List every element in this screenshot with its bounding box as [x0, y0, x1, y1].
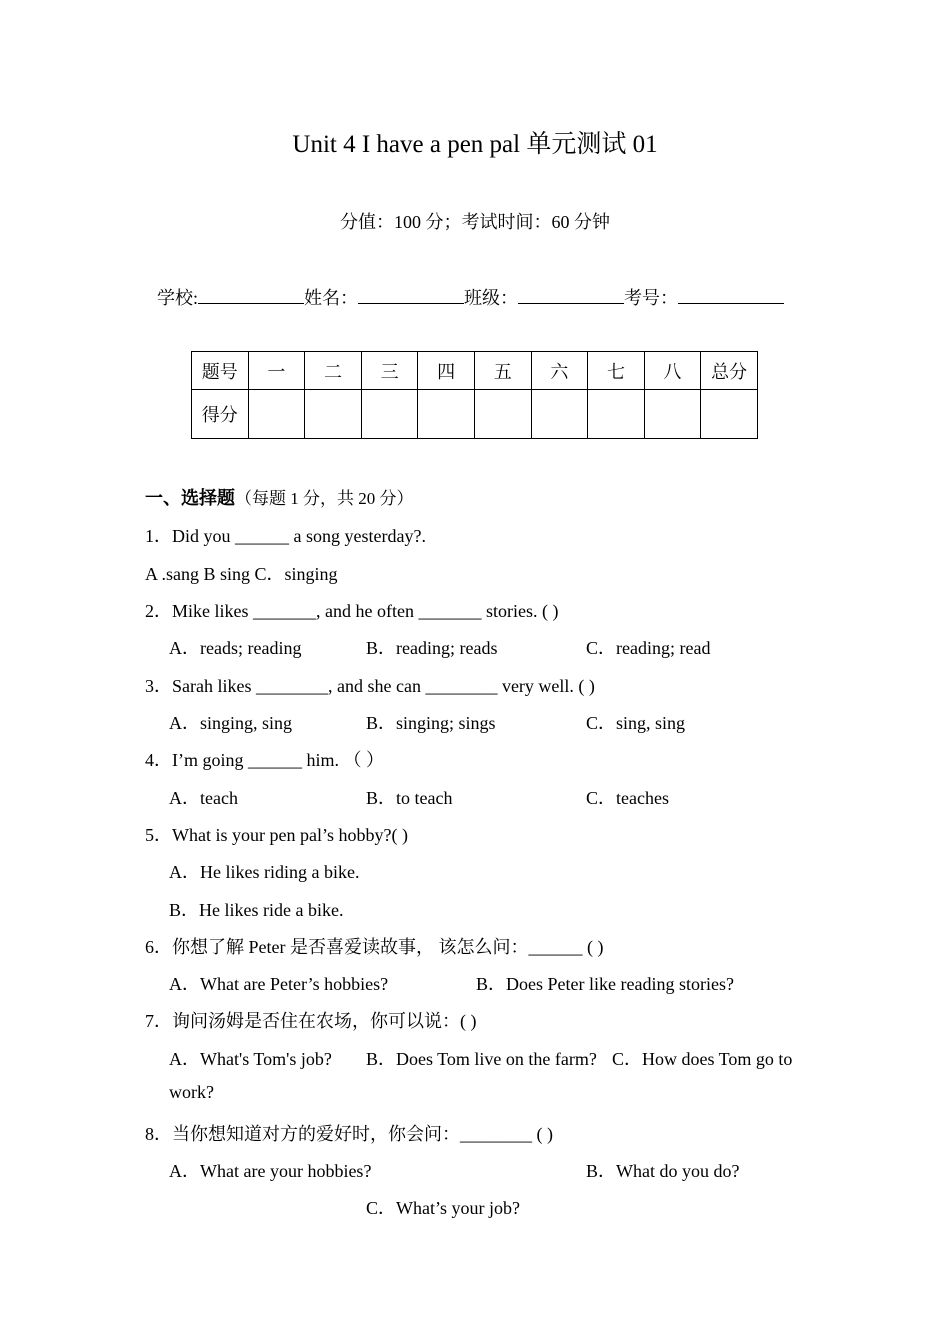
- section-title: 一、选择题: [145, 488, 235, 508]
- score-table-score-row: [192, 390, 758, 439]
- score-table-cell: 七: [588, 352, 645, 390]
- score-entry-cell[interactable]: [305, 390, 362, 439]
- school-blank[interactable]: [198, 287, 304, 304]
- section-note: （每题 1 分，共 20 分）: [235, 489, 414, 508]
- question-stem: 2．Mike likes _______, and he often _______ stories. ( ): [145, 601, 559, 621]
- class-blank[interactable]: [518, 287, 624, 304]
- option-a[interactable]: A．reads; reading: [169, 638, 302, 658]
- option-b[interactable]: B．singing; sings: [366, 713, 496, 733]
- score-entry-cell[interactable]: [248, 390, 305, 439]
- score-table-cell: 六: [531, 352, 588, 390]
- option-a[interactable]: A．What are your hobbies?: [169, 1161, 372, 1181]
- score-table-cell: 总分: [701, 352, 758, 390]
- option-b[interactable]: B．reading; reads: [366, 638, 498, 658]
- name-label: 姓名：: [304, 288, 359, 308]
- score-table-cell: 一: [248, 352, 305, 390]
- question-stem: 5．What is your pen pal’s hobby?( ): [145, 825, 408, 845]
- question-stem: 3．Sarah likes ________, and she can ________ very well. ( ): [145, 676, 595, 696]
- score-entry-cell[interactable]: [474, 390, 531, 439]
- score-table-cell: 二: [305, 352, 362, 390]
- question-options: A .sang B sing C．singing: [145, 564, 338, 584]
- section-heading: [145, 484, 414, 510]
- question-stem: 7．询问汤姆是否住在农场，你可以说：( ): [145, 1011, 477, 1031]
- option-b[interactable]: B．What do you do?: [586, 1161, 740, 1181]
- exam-score-time: 分值：100 分；考试时间：60 分钟: [340, 212, 610, 232]
- option-c[interactable]: C．What’s your job?: [366, 1198, 520, 1218]
- option-c-continued: work?: [169, 1082, 214, 1102]
- option-c[interactable]: C．teaches: [586, 788, 669, 808]
- question-stem: 8．当你想知道对方的爱好时，你会问：________ ( ): [145, 1124, 553, 1144]
- score-table-cell: 题号: [192, 352, 249, 390]
- exam-no-blank[interactable]: [678, 287, 784, 304]
- student-info-line: [157, 284, 784, 310]
- score-table-cell: 八: [644, 352, 701, 390]
- class-label: 班级：: [464, 288, 519, 308]
- score-table-cell: 四: [418, 352, 475, 390]
- exam-no-label: 考号：: [624, 288, 679, 308]
- option-c[interactable]: C．reading; read: [586, 638, 711, 658]
- option-b[interactable]: B．He likes ride a bike.: [169, 900, 344, 920]
- option-a[interactable]: A．He likes riding a bike.: [169, 862, 360, 882]
- score-entry-cell[interactable]: [531, 390, 588, 439]
- question-stem: 6．你想了解 Peter 是否喜爱读故事， 该怎么问：______ ( ): [145, 937, 604, 957]
- score-entry-cell[interactable]: [418, 390, 475, 439]
- score-entry-cell[interactable]: [644, 390, 701, 439]
- option-b[interactable]: B．to teach: [366, 788, 453, 808]
- score-table-header-row: [192, 352, 758, 390]
- score-table-cell: 三: [361, 352, 418, 390]
- option-a[interactable]: A．singing, sing: [169, 713, 293, 733]
- option-a[interactable]: A．What's Tom's job?: [169, 1049, 332, 1069]
- option-a[interactable]: A．teach: [169, 788, 238, 808]
- score-entry-cell[interactable]: [588, 390, 645, 439]
- question-stem: 4．I’m going ______ him. （ ）: [145, 750, 384, 770]
- page-title: Unit 4 I have a pen pal 单元测试 01: [292, 131, 658, 158]
- option-b[interactable]: B．Does Peter like reading stories?: [476, 974, 734, 994]
- name-blank[interactable]: [358, 287, 464, 304]
- question-stem: 1．Did you ______ a song yesterday?.: [145, 526, 426, 546]
- score-table-cell: 得分: [192, 390, 249, 439]
- score-entry-cell[interactable]: [361, 390, 418, 439]
- score-entry-cell[interactable]: [701, 390, 758, 439]
- option-b[interactable]: B．Does Tom live on the farm?: [366, 1049, 597, 1069]
- score-table: [191, 351, 758, 439]
- option-c[interactable]: C．How does Tom go to: [612, 1049, 793, 1069]
- school-label: 学校:: [157, 288, 199, 308]
- option-a[interactable]: A．What are Peter’s hobbies?: [169, 974, 389, 994]
- option-c[interactable]: C．sing, sing: [586, 713, 686, 733]
- score-table-cell: 五: [474, 352, 531, 390]
